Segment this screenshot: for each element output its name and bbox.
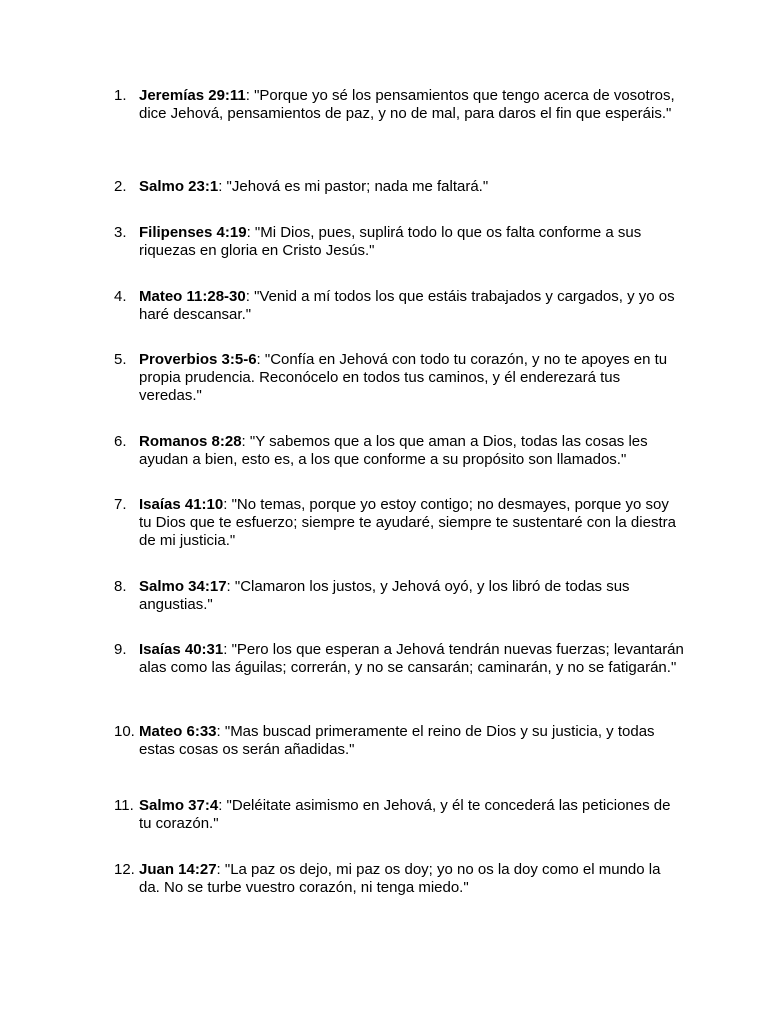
verse-text: : "Confía en Jehová con todo tu corazón, y no te apoyes en tu propia prudencia. Reconócelo en todos tus caminos, y él enderezará tus veredas." xyxy=(139,351,668,404)
item-number: 1. xyxy=(114,87,127,104)
verse-text: : "Y sabemos que a los que aman a Dios, todas las cosas les ayudan a bien, esto es, a los que conforme a su propósito son llamados." xyxy=(139,433,648,468)
list-item xyxy=(114,641,684,677)
list-item xyxy=(114,87,684,123)
list-item xyxy=(114,288,684,324)
item-number: 8. xyxy=(114,578,127,595)
list-item xyxy=(114,496,684,550)
item-number: 6. xyxy=(114,433,127,450)
verse-reference: Mateo 11:28-30 xyxy=(139,288,246,305)
verse-reference: Isaías 40:31 xyxy=(139,641,224,658)
verse-reference: Filipenses 4:19 xyxy=(139,224,247,241)
item-number: 5. xyxy=(114,351,127,368)
item-number: 11. xyxy=(114,797,134,814)
verse-reference: Salmo 23:1 xyxy=(139,178,219,195)
item-number: 3. xyxy=(114,224,127,241)
verse-text: : "Porque yo sé los pensamientos que tengo acerca de vosotros, dice Jehová, pensamientos de paz, y no de mal, para daros el fin que esperáis." xyxy=(139,87,675,122)
list-item xyxy=(114,351,684,405)
verse-reference: Isaías 41:10 xyxy=(139,496,224,513)
verse-reference: Romanos 8:28 xyxy=(139,433,242,450)
list-item xyxy=(114,433,684,469)
list-item xyxy=(114,578,684,614)
list-item xyxy=(114,861,684,897)
verse-text: : "Deléitate asimismo en Jehová, y él te concederá las peticiones de tu corazón." xyxy=(139,797,671,832)
item-number: 12. xyxy=(114,861,135,878)
item-number: 10. xyxy=(114,723,135,740)
item-number: 7. xyxy=(114,496,127,513)
verse-text: : "La paz os dejo, mi paz os doy; yo no os la doy como el mundo la da. No se turbe vuestro corazón, ni tenga miedo." xyxy=(139,861,661,896)
verse-reference: Juan 14:27 xyxy=(139,861,217,878)
verse-reference: Salmo 37:4 xyxy=(139,797,219,814)
verse-reference: Proverbios 3:5-6 xyxy=(139,351,257,368)
verse-text: : "Mi Dios, pues, suplirá todo lo que os falta conforme a sus riquezas en gloria en Cristo Jesús." xyxy=(139,224,642,259)
verse-text: : "Mas buscad primeramente el reino de Dios y su justicia, y todas estas cosas os serán añadidas." xyxy=(139,723,655,758)
verse-text: : "Pero los que esperan a Jehová tendrán nuevas fuerzas; levantarán alas como las águilas; correrán, y no se cansarán; caminarán, y no se fatigarán." xyxy=(139,641,684,676)
verse-reference: Salmo 34:17 xyxy=(139,578,227,595)
list-item xyxy=(114,723,684,759)
verse-reference: Jeremías 29:11 xyxy=(139,87,246,104)
verse-text: : "Clamaron los justos, y Jehová oyó, y los libró de todas sus angustias." xyxy=(139,578,630,613)
item-number: 2. xyxy=(114,178,127,195)
list-item xyxy=(114,178,684,196)
verse-text: : "No temas, porque yo estoy contigo; no desmayes, porque yo soy tu Dios que te esfuerzo; siempre te ayudaré, siempre te sustentaré con la diestra de mi justicia." xyxy=(139,496,676,549)
list-item xyxy=(114,797,684,833)
verse-text: : "Venid a mí todos los que estáis trabajados y cargados, y yo os haré descansar." xyxy=(139,288,675,323)
verse-reference: Mateo 6:33 xyxy=(139,723,217,740)
list-item xyxy=(114,224,684,260)
verse-text: : "Jehová es mi pastor; nada me faltará." xyxy=(218,178,489,195)
item-number: 4. xyxy=(114,288,127,305)
item-number: 9. xyxy=(114,641,127,658)
